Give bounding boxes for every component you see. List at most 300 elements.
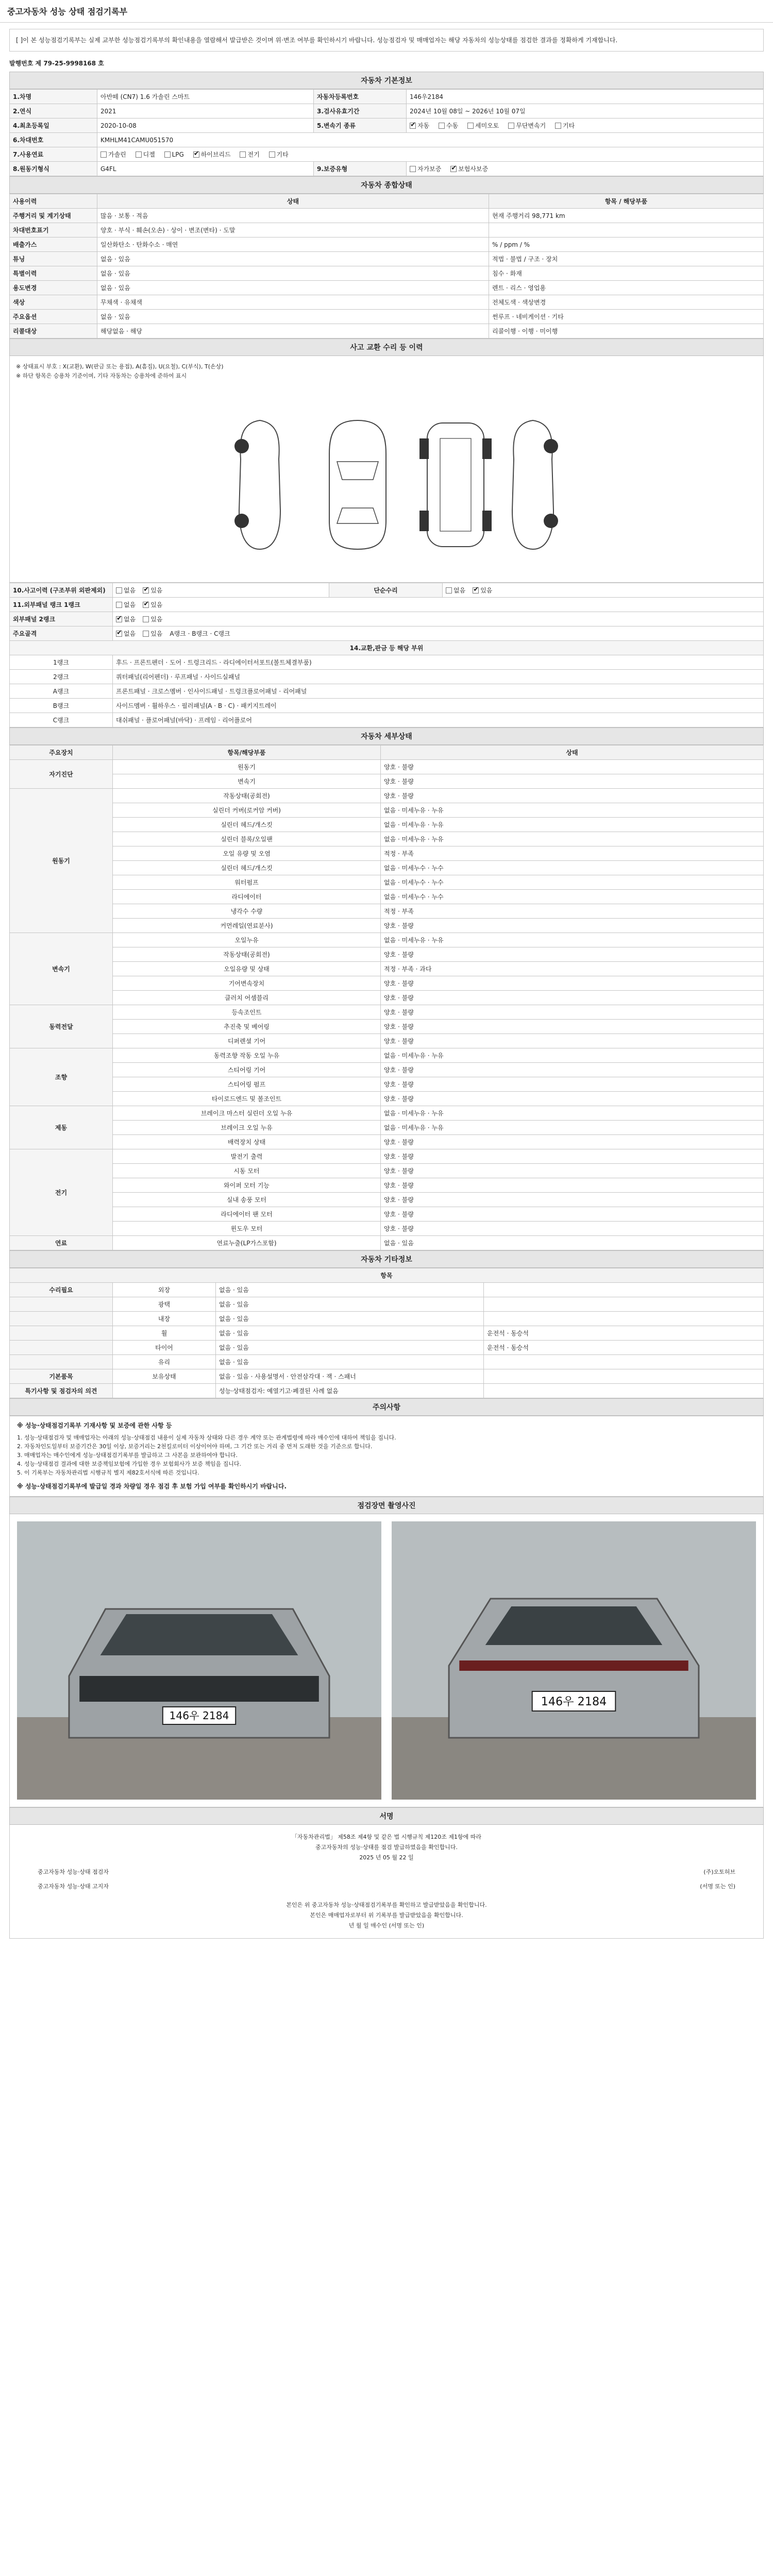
- checkbox[interactable]: [473, 587, 479, 594]
- accident-table: [9, 583, 764, 727]
- caution-line: 3. 매매업자는 매수인에게 성능·상태점검기록부를 발급하고 그 사본을 보관하여야 합니다.: [17, 1452, 238, 1459]
- car-top-view-icon: [319, 418, 396, 552]
- item-status: 없음 · 미세누유 · 누유: [381, 803, 764, 818]
- table-row: [10, 238, 764, 252]
- table-row: [10, 1063, 764, 1077]
- item-status: 성능·상태점검자: 예열기고·폐결된 사례 없음: [216, 1384, 484, 1398]
- item-label: 추진축 및 베어링: [113, 1020, 381, 1034]
- plate-text: 146우 2184: [541, 1695, 607, 1708]
- checkbox[interactable]: [116, 631, 122, 637]
- row-label: 10.사고이력 (구조부위 외판제외): [10, 583, 113, 598]
- device-group: 변속기: [10, 933, 113, 1005]
- checkbox[interactable]: [508, 123, 514, 129]
- item-status: 적정 · 부족 · 과다: [381, 962, 764, 976]
- row-label: 특별이력: [10, 266, 97, 281]
- row-detail: 전체도색 · 색상변경: [489, 295, 764, 310]
- item-extra: [484, 1283, 764, 1297]
- signature-row: [17, 1882, 756, 1892]
- checkbox[interactable]: [116, 602, 122, 608]
- item-status: 없음 · 미세누수 · 누수: [381, 890, 764, 904]
- item-label: 발전기 출력: [113, 1149, 381, 1164]
- field-label: 자동차등록번호: [314, 90, 407, 104]
- item-label: [113, 1384, 216, 1398]
- etc-info-heading: 자동차 기타정보: [9, 1250, 764, 1268]
- row-label: 주행거리 및 계기상태: [10, 209, 97, 223]
- item-label: 등속조인트: [113, 1005, 381, 1020]
- item-label: 작동상태(공회전): [113, 789, 381, 803]
- row-detail: 현재 주행거리 98,771 km: [489, 209, 764, 223]
- caution-line: 4. 성능·상태점검 결과에 대한 보증책임보험에 가입한 경우 보험회사가 보증 책임을 집니다.: [17, 1461, 241, 1467]
- item-status: 양호 · 불량: [381, 1077, 764, 1092]
- table-row: [10, 133, 764, 147]
- row-label: 11.외부패널 랭크 1랭크: [10, 598, 113, 612]
- row-status: 없음 · 있음: [97, 266, 489, 281]
- car-right-side-icon: [505, 418, 561, 552]
- table-row: [10, 1297, 764, 1312]
- item-status: 양호 · 불량: [381, 774, 764, 789]
- device-group: 제동: [10, 1106, 113, 1149]
- signature-text: 「자동차관리법」 제58조 제4항 및 같은 법 시행규칙 제120조 제1항에 따라: [291, 1834, 482, 1840]
- item-label: 오일유량 및 상태: [113, 962, 381, 976]
- etc-info-section: [9, 1250, 764, 1398]
- field-value: G4FL: [97, 162, 314, 176]
- item-label: 연료누출(LP가스포함): [113, 1236, 381, 1250]
- row-label: 주요골격: [10, 626, 113, 641]
- field-value: 2020-10-08: [97, 118, 314, 133]
- item-extra: 운전석 · 동승석: [484, 1326, 764, 1341]
- row-status: ✔ 없음 있음: [113, 612, 764, 626]
- page-title: 중고자동차 성능 상태 점검기록부: [7, 7, 128, 16]
- rear-photo: [392, 1521, 756, 1800]
- row-detail: % / ppm / %: [489, 238, 764, 252]
- column-header: 상태: [97, 194, 489, 209]
- device-group: 원동기: [10, 789, 113, 933]
- checkbox[interactable]: [467, 123, 474, 129]
- table-row: [10, 1106, 764, 1121]
- table-row: [10, 1178, 764, 1193]
- table-row: [10, 281, 764, 295]
- signature-section: [9, 1807, 764, 1939]
- table-row: [10, 1283, 764, 1297]
- signer-name: (서명 또는 인): [700, 1883, 735, 1890]
- table-row: [10, 760, 764, 774]
- table-header-row: [10, 745, 764, 760]
- row-status: 없음✔ 있음: [113, 583, 329, 598]
- column-header: 상태: [381, 745, 764, 760]
- item-label: 외장: [113, 1283, 216, 1297]
- item-status: 양호 · 불량: [381, 789, 764, 803]
- accident-history-heading: 사고 교환 수리 등 이력: [9, 338, 764, 356]
- group-label: [10, 1355, 113, 1369]
- table-row: [10, 147, 764, 162]
- item-status: 양호 · 불량: [381, 1063, 764, 1077]
- table-row: [10, 162, 764, 176]
- checkbox[interactable]: [450, 166, 457, 172]
- row-status: 없음 · 있음: [97, 310, 489, 324]
- field-value: 146우2184: [407, 90, 764, 104]
- plate-text: 146우 2184: [169, 1709, 229, 1722]
- table-row: [10, 1341, 764, 1355]
- item-label: 유리: [113, 1355, 216, 1369]
- row-status: 없음✔ 있음: [113, 598, 764, 612]
- table-row: [10, 1135, 764, 1149]
- item-status: 없음 · 미세누유 · 누유: [381, 832, 764, 846]
- row-label: 주요옵션: [10, 310, 97, 324]
- car-underbody-icon: [417, 418, 494, 552]
- item-extra: [484, 1355, 764, 1369]
- item-label: 라디에이터 팬 모터: [113, 1207, 381, 1222]
- group-label: 기본품목: [10, 1369, 113, 1384]
- table-row: [10, 118, 764, 133]
- photos-heading: 점검장면 촬영사진: [9, 1497, 764, 1514]
- row-status: 일산화탄소 · 탄화수소 · 매연: [97, 238, 489, 252]
- table-row: [10, 875, 764, 890]
- table-row: [10, 774, 764, 789]
- row-status: ✔ 없음 있음 A랭크 · B랭크 · C랭크: [113, 626, 764, 641]
- signature-row: [17, 1867, 756, 1877]
- row-detail: 침수 · 화재: [489, 266, 764, 281]
- checkbox[interactable]: [410, 123, 416, 129]
- table-row: [10, 699, 764, 713]
- device-group: 전기: [10, 1149, 113, 1236]
- item-status: 없음 · 있음: [216, 1312, 484, 1326]
- item-status: 없음 · 있음: [216, 1283, 484, 1297]
- field-value: 아반떼 (CN7) 1.6 가솔린 스마트: [97, 90, 314, 104]
- item-status: 양호 · 불량: [381, 1149, 764, 1164]
- item-extra: [484, 1384, 764, 1398]
- rank-parts: 대쉬패널 · 플로어패널(바닥) · 프레임 · 리어플로어: [113, 713, 764, 727]
- checkbox[interactable]: [240, 151, 246, 158]
- item-extra: 운전석 · 동승석: [484, 1341, 764, 1355]
- item-label: 실린더 블록/오일팬: [113, 832, 381, 846]
- table-row: [10, 1034, 764, 1048]
- row-status: 해당없음 · 해당: [97, 324, 489, 338]
- item-label: 클러치 어셈블리: [113, 991, 381, 1005]
- general-status-table: [9, 194, 764, 338]
- table-row: [10, 1092, 764, 1106]
- parts-heading: 14.교환,판금 등 해당 부위: [10, 641, 764, 655]
- signer-name: (주)오토허브: [703, 1869, 735, 1875]
- item-status: 양호 · 불량: [381, 1005, 764, 1020]
- group-label: 수리필요: [10, 1283, 113, 1297]
- checkbox[interactable]: [116, 587, 122, 594]
- rank-parts: 쿼터패널(리어펜더) · 루프패널 · 사이드실패널: [113, 670, 764, 684]
- column-header: 사용이력: [10, 194, 97, 209]
- caution-line: 1. 성능·상태점검자 및 매매업자는 아래의 성능·상태점검 내용이 실제 자동차 상태와 다른 경우 계약 또는 관계법령에 따라 매수인에 대하여 책임을 집니다.: [17, 1434, 396, 1441]
- item-extra: [484, 1369, 764, 1384]
- table-row: [10, 803, 764, 818]
- item-status: 양호 · 불량: [381, 760, 764, 774]
- item-status: 양호 · 불량: [381, 1135, 764, 1149]
- item-label: 오일누유: [113, 933, 381, 947]
- group-label: [10, 1326, 113, 1341]
- table-row: [10, 818, 764, 832]
- rank-label: C랭크: [10, 713, 113, 727]
- table-row: [10, 252, 764, 266]
- signature-text: 중고자동차의 성능·상태를 점검 발급하였음을 확인합니다.: [315, 1844, 458, 1851]
- table-row: [10, 655, 764, 670]
- table-row: [10, 1193, 764, 1207]
- field-value: 2021: [97, 104, 314, 118]
- table-row: [10, 324, 764, 338]
- warranty-options: 자가보증 ✔ 보험사보증: [407, 162, 764, 176]
- device-group: 연료: [10, 1236, 113, 1250]
- table-row: [10, 1222, 764, 1236]
- field-value: 2024년 10월 08일 ~ 2026년 10월 07일: [407, 104, 764, 118]
- table-row: [10, 1164, 764, 1178]
- item-status: 양호 · 불량: [381, 1034, 764, 1048]
- caution-title: ※ 성능·상태점검기록부 기재사항 및 보증에 관한 사항 등: [17, 1422, 172, 1429]
- checkbox[interactable]: [164, 151, 171, 158]
- front-photo: [17, 1521, 381, 1800]
- item-status: 없음 · 미세누유 · 누유: [381, 1048, 764, 1063]
- table-row: [10, 1326, 764, 1341]
- general-status-section: [9, 176, 764, 338]
- table-row: [10, 713, 764, 727]
- notice-box: [ ]이 본 성능점검기록부는 실제 교부한 성능점검기록부의 확인내용을 열람해서 발급받은 것이며 위·변조 여부를 확인하시기 바랍니다. 성능점검자 및 매매업자는 해당 자동차의 성능상태를 점검한 결과를 정확하게 기재합니다.: [9, 29, 764, 52]
- rank-label: 2랭크: [10, 670, 113, 684]
- checkbox[interactable]: [100, 151, 107, 158]
- item-status: 양호 · 불량: [381, 1092, 764, 1106]
- accident-history-section: [9, 338, 764, 727]
- caution-line: 5. 이 기록부는 자동차관리법 시행규칙 별지 제82호서식에 따른 것입니다.: [17, 1469, 199, 1476]
- table-row: [10, 209, 764, 223]
- basic-info-heading: 자동차 기본정보: [9, 72, 764, 89]
- column-header: 주요장치: [10, 745, 113, 760]
- table-row: [10, 1207, 764, 1222]
- rank-label: A랭크: [10, 684, 113, 699]
- item-label: 와이퍼 모터 기능: [113, 1178, 381, 1193]
- basic-info-section: [9, 72, 764, 176]
- item-label: 배력장치 상태: [113, 1135, 381, 1149]
- table-row: [10, 1236, 764, 1250]
- general-status-heading: 자동차 종합상태: [9, 176, 764, 194]
- item-label: 실린더 커버(로커암 커버): [113, 803, 381, 818]
- item-label: 디퍼렌셜 기어: [113, 1034, 381, 1048]
- table-row: [10, 962, 764, 976]
- item-extra: [484, 1297, 764, 1312]
- item-label: 커먼레일(연료분사): [113, 919, 381, 933]
- row-status: 없음 · 있음: [97, 281, 489, 295]
- table-row: [10, 919, 764, 933]
- row-detail: 렌트 · 리스 · 영업용: [489, 281, 764, 295]
- row-status: 양호 · 부식 · 훼손(오손) · 상이 · 변조(변타) · 도말: [97, 223, 489, 238]
- checkbox[interactable]: [439, 123, 445, 129]
- table-header-row: [10, 1268, 764, 1283]
- item-label: 보유상태: [113, 1369, 216, 1384]
- item-label: 작동상태(공회전): [113, 947, 381, 962]
- legend-line: ※ 하단 항목은 승용차 기준이며, 기타 자동차는 승용차에 준하여 표시: [16, 372, 187, 379]
- group-label: [10, 1312, 113, 1326]
- column-header: 항목: [10, 1268, 764, 1283]
- item-label: 동력조향 작동 오일 누유: [113, 1048, 381, 1063]
- table-header-row: [10, 194, 764, 209]
- checkbox[interactable]: [143, 616, 149, 622]
- item-status: 양호 · 불량: [381, 919, 764, 933]
- item-label: 휠: [113, 1326, 216, 1341]
- item-label: 변속기: [113, 774, 381, 789]
- column-header: 항목/해당부품: [113, 745, 381, 760]
- table-row: [10, 90, 764, 104]
- detail-status-heading: 자동차 세부상태: [9, 727, 764, 745]
- item-status: 없음 · 있음: [216, 1297, 484, 1312]
- row-label: 차대번호표기: [10, 223, 97, 238]
- checkbox[interactable]: [143, 631, 149, 637]
- table-row: [10, 104, 764, 118]
- table-row: [10, 933, 764, 947]
- field-value: KMHLM41CAMU051570: [97, 133, 764, 147]
- item-extra: [484, 1312, 764, 1326]
- caution-heading: 주의사항: [9, 1398, 764, 1416]
- item-label: 스티어링 펌프: [113, 1077, 381, 1092]
- detail-status-section: [9, 727, 764, 1250]
- checkbox[interactable]: [143, 602, 149, 608]
- car-left-side-icon: [231, 418, 288, 552]
- device-group: 조향: [10, 1048, 113, 1106]
- item-label: 실린더 헤드/개스킷: [113, 818, 381, 832]
- item-status: 없음 · 있음 · 사용설명서 · 안전삼각대 · 잭 · 스패너: [216, 1369, 484, 1384]
- table-row: [10, 641, 764, 655]
- rank-parts: 프론트패널 · 크로스멤버 · 인사이드패널 · 트렁크플로어패널 · 리어패널: [113, 684, 764, 699]
- table-row: [10, 861, 764, 875]
- item-label: 타이로드엔드 및 볼조인트: [113, 1092, 381, 1106]
- item-label: 브레이크 마스터 실린더 오일 누유: [113, 1106, 381, 1121]
- table-row: [10, 310, 764, 324]
- table-row: [10, 266, 764, 281]
- row-label: 용도변경: [10, 281, 97, 295]
- caution-section: [9, 1398, 764, 1497]
- field-label: 1.차명: [10, 90, 97, 104]
- row-label: 색상: [10, 295, 97, 310]
- group-label: [10, 1341, 113, 1355]
- item-label: 타이어: [113, 1341, 216, 1355]
- table-row: [10, 1020, 764, 1034]
- item-status: 없음 · 있음: [381, 1236, 764, 1250]
- item-status: 양호 · 불량: [381, 1222, 764, 1236]
- row-status: 없음✔ 있음: [443, 583, 764, 598]
- item-status: 양호 · 불량: [381, 1164, 764, 1178]
- caution-body: [9, 1416, 764, 1497]
- checkbox[interactable]: [116, 616, 122, 622]
- row-label: 단순수리: [329, 583, 443, 598]
- table-row: [10, 1355, 764, 1369]
- item-label: 오일 유량 및 오염: [113, 846, 381, 861]
- table-row: [10, 904, 764, 919]
- rank-label: B랭크: [10, 699, 113, 713]
- row-detail: [489, 223, 764, 238]
- checkbox[interactable]: [136, 151, 142, 158]
- signature-date: 2025 년 05 월 22 일: [359, 1854, 414, 1861]
- field-label: 7.사용연료: [10, 147, 97, 162]
- group-label: 특기사항 및 점검자의 의견: [10, 1384, 113, 1398]
- item-label: 윈도우 모터: [113, 1222, 381, 1236]
- item-status: 양호 · 불량: [381, 1178, 764, 1193]
- front-car-illustration: [17, 1521, 381, 1800]
- buyer-text: 본인은 위 중고자동차 성능·상태점검기록부를 확인하고 발급받았음을 확인합니다.: [286, 1902, 487, 1908]
- table-row: [10, 223, 764, 238]
- checkbox[interactable]: [410, 166, 416, 172]
- item-status: 양호 · 불량: [381, 991, 764, 1005]
- table-row: [10, 1312, 764, 1326]
- caution-warning: ※ 성능·상태점검기록부에 발급일 경과 차량일 경우 점검 후 보험 가입 여부를 확인하시기 바랍니다.: [17, 1483, 287, 1490]
- item-status: 양호 · 불량: [381, 1020, 764, 1034]
- item-status: 적정 · 부족: [381, 846, 764, 861]
- table-row: [10, 670, 764, 684]
- transmission-options: ✔ 자동 수동 세미오토 무단변속기 기타: [407, 118, 764, 133]
- car-diagram: [9, 387, 764, 583]
- table-row: [10, 1121, 764, 1135]
- row-detail: 적법 · 불법 / 구조 · 장치: [489, 252, 764, 266]
- checkbox[interactable]: [143, 587, 149, 594]
- row-detail: 리콜이행 · 이행 · 미이행: [489, 324, 764, 338]
- table-row: [10, 612, 764, 626]
- checkbox[interactable]: [555, 123, 561, 129]
- item-status: 없음 · 미세누수 · 누수: [381, 861, 764, 875]
- field-label: 3.검사유효기간: [314, 104, 407, 118]
- table-row: [10, 1384, 764, 1398]
- item-status: 없음 · 미세누유 · 누유: [381, 933, 764, 947]
- item-label: 광택: [113, 1297, 216, 1312]
- item-status: 없음 · 있음: [216, 1355, 484, 1369]
- row-label: 배출가스: [10, 238, 97, 252]
- item-label: 브레이크 오일 누유: [113, 1121, 381, 1135]
- signer-label: 중고자동차 성능·상태 고지자: [38, 1883, 109, 1890]
- table-row: [10, 846, 764, 861]
- item-label: 라디에이터: [113, 890, 381, 904]
- row-status: 없음 · 있음: [97, 252, 489, 266]
- etc-info-table: [9, 1268, 764, 1398]
- signer-label: 중고자동차 성능·상태 점검자: [38, 1869, 109, 1875]
- table-row: [10, 1369, 764, 1384]
- table-row: [10, 1149, 764, 1164]
- field-label: 6.차대번호: [10, 133, 97, 147]
- table-row: [10, 947, 764, 962]
- photos-section: [9, 1497, 764, 1807]
- row-label: 외부패널 2랭크: [10, 612, 113, 626]
- device-group: 동력전달: [10, 1005, 113, 1048]
- buyer-signature-line: 년 월 일 매수인 (서명 또는 인): [348, 1922, 425, 1929]
- item-status: 없음 · 있음: [216, 1326, 484, 1341]
- checkbox[interactable]: [193, 151, 199, 158]
- group-label: [10, 1297, 113, 1312]
- column-header: 항목 / 해당부품: [489, 194, 764, 209]
- rear-car-illustration: [392, 1521, 756, 1800]
- table-row: [10, 684, 764, 699]
- item-label: 내장: [113, 1312, 216, 1326]
- item-label: 원동기: [113, 760, 381, 774]
- table-row: [10, 890, 764, 904]
- item-label: 냉각수 수량: [113, 904, 381, 919]
- table-row: [10, 789, 764, 803]
- item-status: 양호 · 불량: [381, 1207, 764, 1222]
- table-row: [10, 626, 764, 641]
- checkbox[interactable]: [269, 151, 275, 158]
- signature-body: [9, 1825, 764, 1939]
- row-status: 무채색 · 유채색: [97, 295, 489, 310]
- item-status: 없음 · 미세누유 · 누유: [381, 818, 764, 832]
- checkbox[interactable]: [446, 587, 452, 594]
- item-label: 시동 모터: [113, 1164, 381, 1178]
- item-status: 양호 · 불량: [381, 1193, 764, 1207]
- item-label: 기어변속장치: [113, 976, 381, 991]
- field-label: 2.연식: [10, 104, 97, 118]
- item-status: 양호 · 불량: [381, 947, 764, 962]
- item-status: 없음 · 미세누유 · 누유: [381, 1121, 764, 1135]
- item-status: 없음 · 있음: [216, 1341, 484, 1355]
- row-detail: 썬루프 · 네비게이션 · 기타: [489, 310, 764, 324]
- rank-label: 1랭크: [10, 655, 113, 670]
- table-row: [10, 583, 764, 598]
